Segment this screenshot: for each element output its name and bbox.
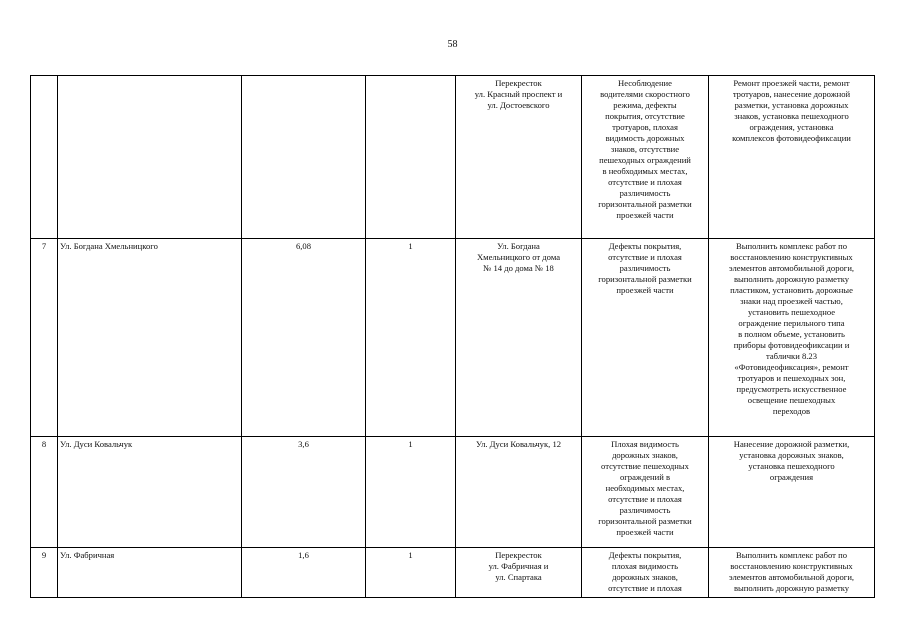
measures-cell: Выполнить комплекс работ по восстановлению конструктивных элементов автомобильной дороги, выполнить дорожную разметку — [709, 548, 875, 598]
count-cell: 1 — [366, 548, 456, 598]
table-row — [31, 239, 875, 437]
causes-cell: Плохая видимость дорожных знаков, отсутствие пешеходных ограждений в необходимых местах, отсутствие и плохая различимость горизонтальной разметки проезжей части — [582, 437, 709, 548]
length-cell — [242, 76, 366, 239]
street-name-cell: Ул. Богдана Хмельницкого — [58, 239, 242, 437]
location-cell: Ул. Дуси Ковальчук, 12 — [456, 437, 582, 548]
measures-cell: Ремонт проезжей части, ремонт тротуаров, нанесение дорожной разметки, установка дорожных знаков, установка пешеходного ограждения, установка комплексов фотовидеофиксации — [709, 76, 875, 239]
location-cell: Перекресток ул. Фабричная и ул. Спартака — [456, 548, 582, 598]
page-number: 58 — [447, 39, 458, 50]
count-cell: 1 — [366, 239, 456, 437]
table-row — [31, 76, 875, 239]
table-row — [31, 437, 875, 548]
causes-cell: Дефекты покрытия, отсутствие и плохая различимость горизонтальной разметки проезжей части — [582, 239, 709, 437]
location-cell: Перекресток ул. Красный проспект и ул. Достоевского — [456, 76, 582, 239]
street-name-cell — [58, 76, 242, 239]
street-name-cell: Ул. Дуси Ковальчук — [58, 437, 242, 548]
measures-cell: Нанесение дорожной разметки, установка дорожных знаков, установка пешеходного ограждения — [709, 437, 875, 548]
accident-sites-table — [30, 75, 875, 598]
row-number-cell: 9 — [31, 548, 58, 598]
length-cell: 6,08 — [242, 239, 366, 437]
causes-cell: Несоблюдение водителями скоростного режима, дефекты покрытия, отсутствие тротуаров, плохая видимость дорожных знаков, отсутствие пешеходных ограждений в необходимых местах, отсутствие и плохая различимость горизонтальной разметки проезжей части — [582, 76, 709, 239]
causes-cell: Дефекты покрытия, плохая видимость дорожных знаков, отсутствие и плохая — [582, 548, 709, 598]
street-name-cell: Ул. Фабричная — [58, 548, 242, 598]
count-cell: 1 — [366, 437, 456, 548]
length-cell: 3,6 — [242, 437, 366, 548]
row-number-cell: 8 — [31, 437, 58, 548]
length-cell: 1,6 — [242, 548, 366, 598]
location-cell: Ул. Богдана Хмельницкого от дома № 14 до дома № 18 — [456, 239, 582, 437]
row-number-cell: 7 — [31, 239, 58, 437]
measures-cell: Выполнить комплекс работ по восстановлению конструктивных элементов автомобильной дороги, выполнить дорожную разметку пластиком, установить дорожные знаки над проезжей частью, установить пешеходное ограждение перильного типа в полном объеме, установить приборы фотовидеофиксации и таблички 8.23 «Фотовидеофиксация», ремонт тротуаров и пешеходных зон, предусмотреть искусственное освещение пешеходных переходов — [709, 239, 875, 437]
table-row — [31, 548, 875, 598]
count-cell — [366, 76, 456, 239]
row-number-cell — [31, 76, 58, 239]
